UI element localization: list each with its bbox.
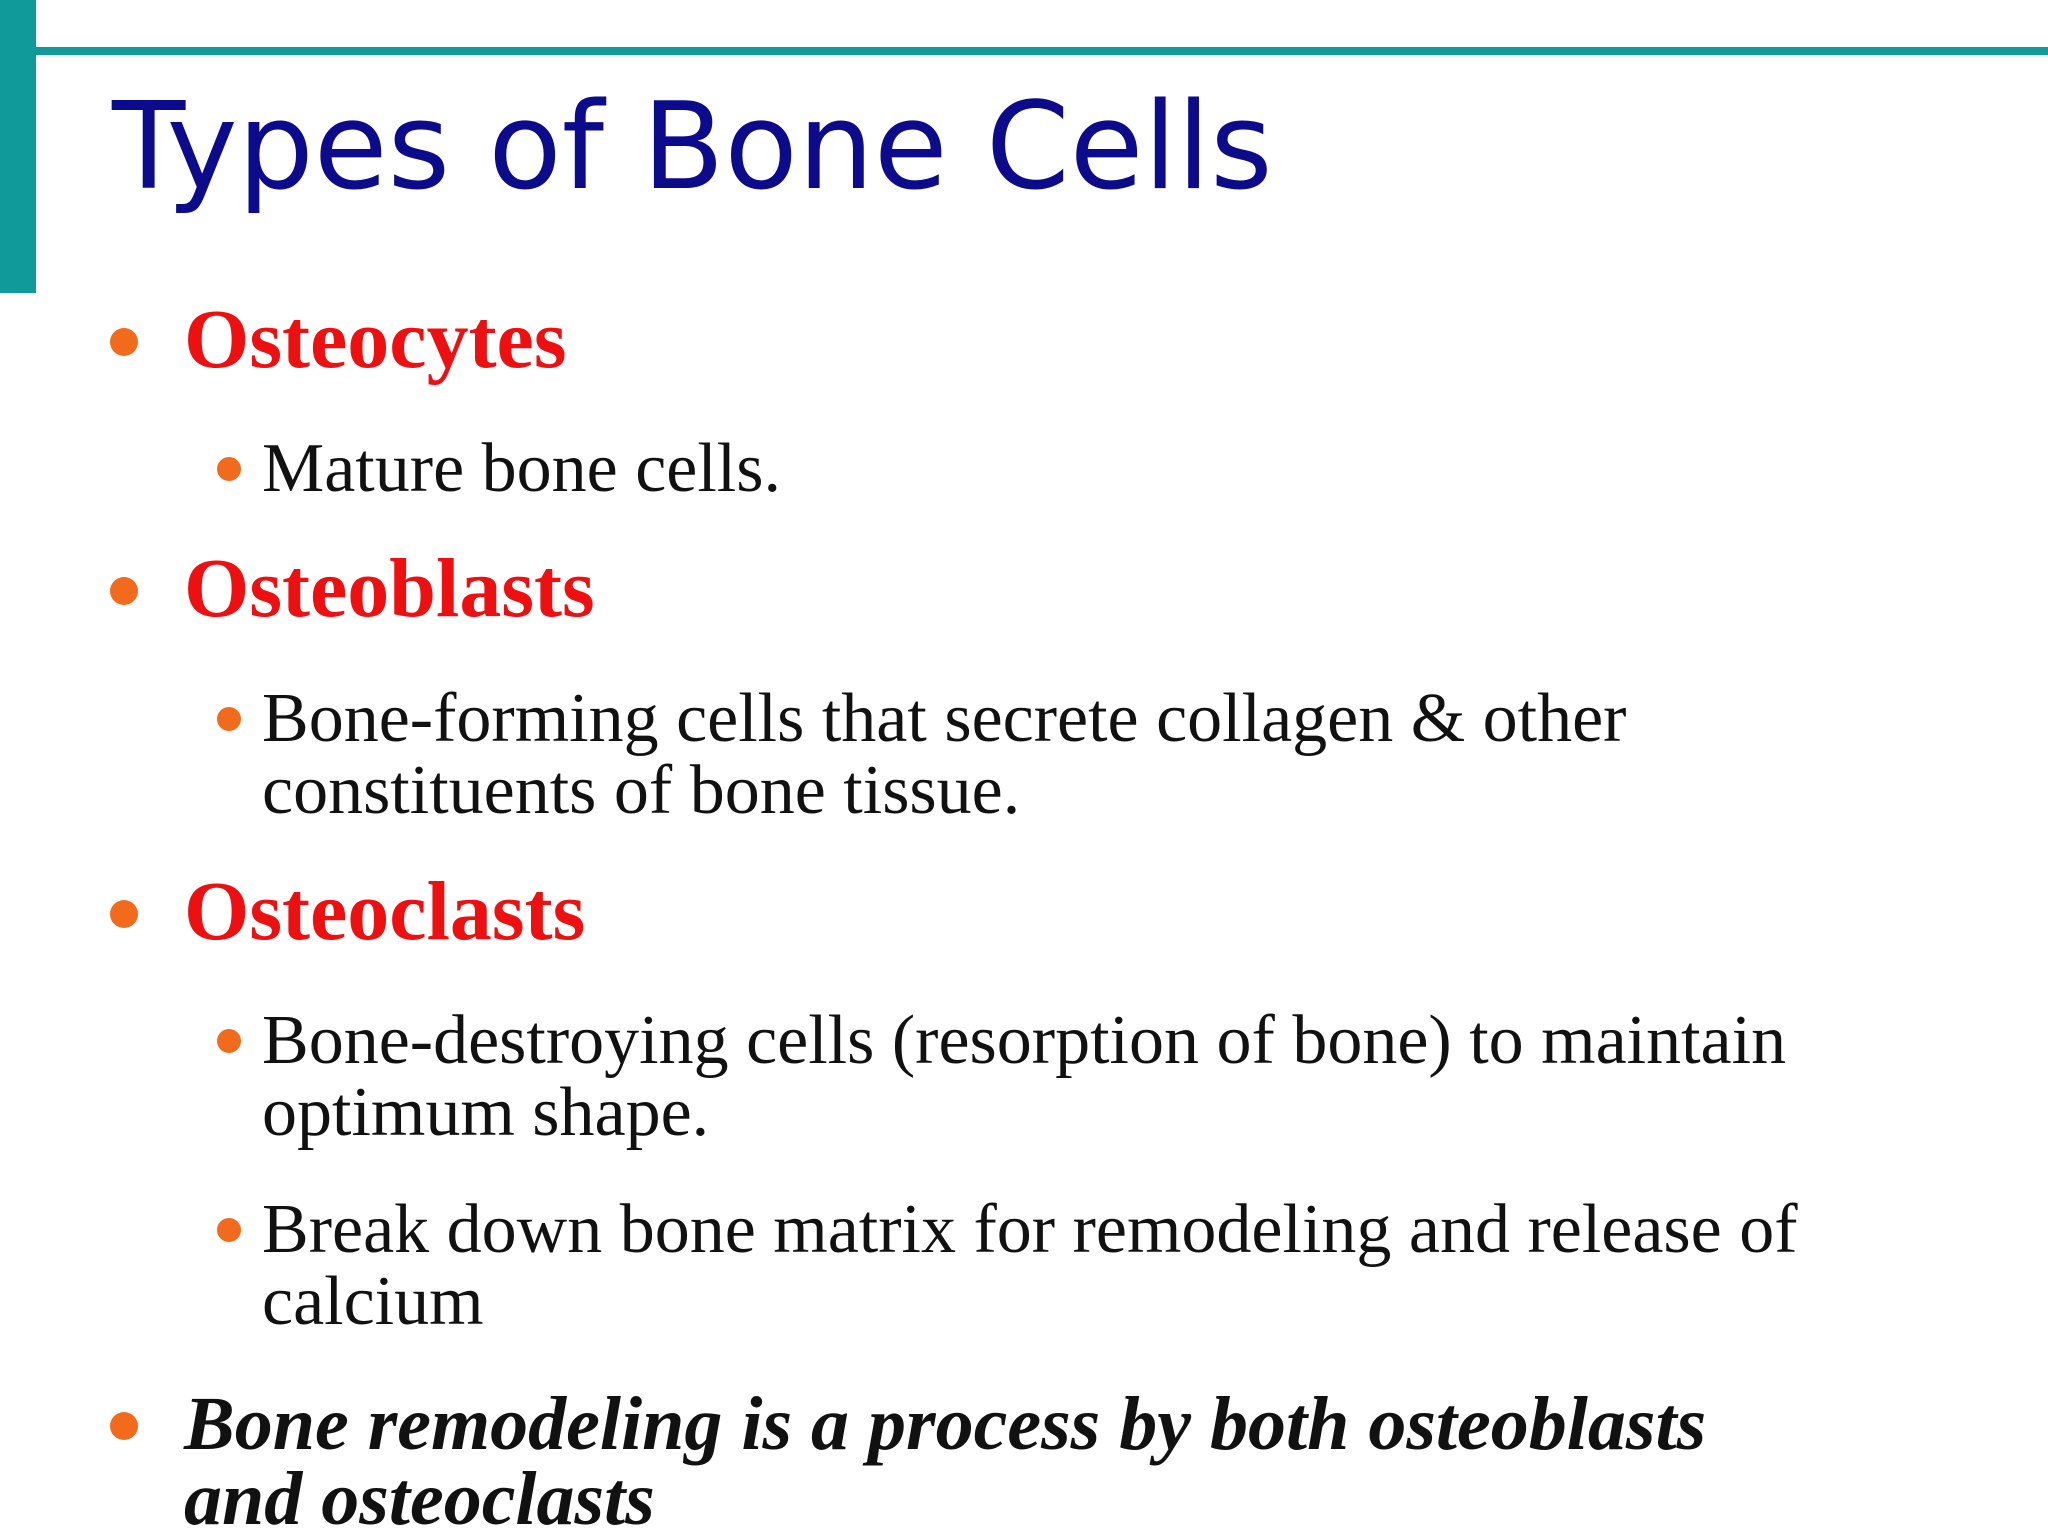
heading-osteoblasts: Osteoblasts bbox=[184, 542, 595, 635]
sub-bullet-icon bbox=[217, 1029, 241, 1053]
osteoclasts-point-2-line-2: calcium bbox=[262, 1263, 484, 1340]
heading-osteoclasts: Osteoclasts bbox=[184, 865, 586, 958]
slide-title: Types of Bone Cells bbox=[112, 78, 1273, 217]
summary-line-2: and osteoclasts bbox=[184, 1457, 655, 1536]
summary-line-1: Bone remodeling is a process by both osteoblasts bbox=[184, 1382, 1707, 1466]
osteoclasts-point-1-line-1: Bone-destroying cells (resorption of bone) to maintain bbox=[262, 1002, 1787, 1079]
osteoblasts-point-1-line-1: Bone-forming cells that secrete collagen & other bbox=[262, 680, 1627, 757]
osteocytes-point-1-line-1: Mature bone cells. bbox=[262, 430, 781, 507]
bullet-icon bbox=[110, 1412, 138, 1440]
heading-osteocytes: Osteocytes bbox=[184, 293, 567, 386]
osteoclasts-point-1-line-2: optimum shape. bbox=[262, 1074, 710, 1151]
sub-bullet-icon bbox=[217, 457, 241, 481]
bullet-icon bbox=[110, 577, 138, 605]
accent-bar bbox=[0, 0, 36, 293]
bullet-icon bbox=[110, 900, 138, 928]
sub-bullet-icon bbox=[217, 1218, 241, 1242]
osteoclasts-point-2-line-1: Break down bone matrix for remodeling and release of bbox=[262, 1191, 1798, 1268]
top-rule bbox=[36, 47, 2048, 55]
bullet-icon bbox=[110, 328, 138, 356]
sub-bullet-icon bbox=[217, 707, 241, 731]
osteoblasts-point-1-line-2: constituents of bone tissue. bbox=[262, 752, 1021, 829]
